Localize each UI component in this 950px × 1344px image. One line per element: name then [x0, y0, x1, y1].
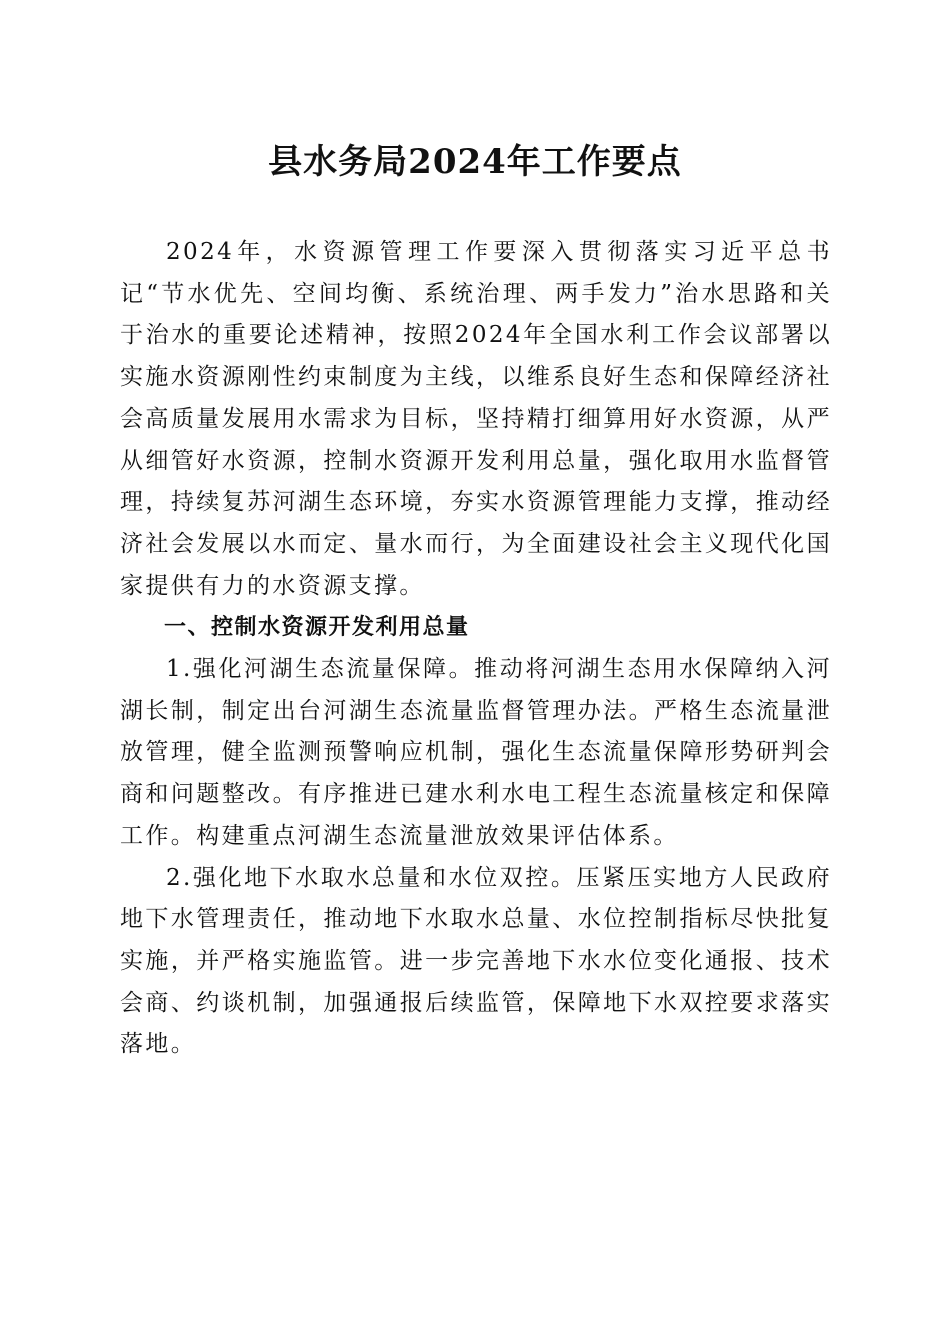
intro-paragraph: 2024年，水资源管理工作要深入贯彻落实习近平总书记“节水优先、空间均衡、系统治理、两手发力”治水思路和关于治水的重要论述精神，按照2024年全国水利工作会议部署以实施水资源刚性约束制度为主线，以维系良好生态和保障经济社会高质量发展用水需求为目标，坚持精打细算用好水资源，从严从细管好水资源，控制水资源开发利用总量，强化取用水监督管理，持续复苏河湖生态环境，夯实水资源管理能力支撑，推动经济社会发展以水而定、量水而行，为全面建设社会主义现代化国家提供有力的水资源支撑。: [120, 239, 832, 599]
item-paragraph-2: 2.强化地下水取水总量和水位双控。压紧压实地方人民政府地下水管理责任，推动地下水取水总量、水位控制指标尽快批复实施，并严格实施监管。进一步完善地下水水位变化通报、技术会商、约谈机制，加强通报后续监管，保障地下水双控要求落实落地。: [120, 864, 832, 1058]
section-heading: 一、控制水资源开发利用总量: [164, 615, 470, 641]
item-paragraph-1: 1.强化河湖生态流量保障。推动将河湖生态用水保障纳入河湖长制，制定出台河湖生态流量监督管理办法。严格生态流量泄放管理，健全监测预警响应机制，强化生态流量保障形势研判会商和问题整改。有序推进已建水利水电工程生态流量核定和保障工作。构建重点河湖生态流量泄放效果评估体系。: [120, 656, 832, 849]
document-title: 县水务局2024年工作要点: [268, 142, 682, 182]
document-body: [120, 232, 832, 1066]
